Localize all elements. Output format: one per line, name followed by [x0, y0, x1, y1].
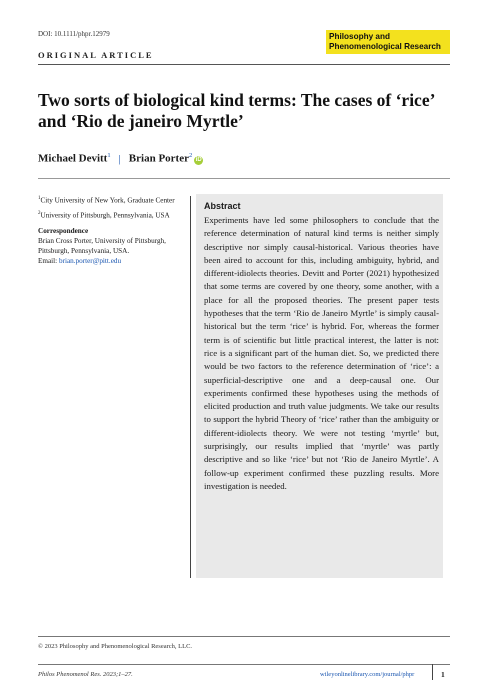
author-rule [38, 178, 450, 179]
footer-divider [432, 664, 433, 680]
header-rule [38, 64, 450, 65]
author-name[interactable]: Brian Porter [128, 152, 189, 165]
author-separator: | [118, 152, 121, 165]
affiliation-ref[interactable]: 2 [188, 152, 193, 159]
journal-name-line1: Philosophy and [329, 32, 390, 41]
affiliation: $^1$City University of New York, Graduate Center [38, 196, 175, 205]
author-list [38, 152, 203, 165]
abstract-heading: Abstract [204, 201, 241, 211]
citation: Philos Phenomenol Res. 2023;1–27. [38, 671, 133, 678]
correspondence-text: Brian Cross Porter, University of Pittsburgh, Pittsburgh, Pennsylvania, USA. [38, 237, 166, 255]
email-link[interactable]: brian.porter@pitt.edu [58, 256, 122, 265]
correspondence-heading: Correspondence [38, 227, 89, 236]
doi: DOI: 10.1111/phpr.12979 [38, 30, 110, 38]
footer-rule [38, 664, 450, 665]
paper-title: Two sorts of biological kind terms: The cases of ‘rice’ and ‘Rio de janeiro Myrtle’ [38, 90, 435, 131]
article-type: ORIGINAL ARTICLE [38, 50, 154, 60]
orcid-icon[interactable]: iD [195, 156, 202, 163]
copyright: © 2023 Philosophy and Phenomenological Research, LLC. [38, 643, 193, 650]
footer-rule [38, 636, 450, 637]
column-divider [190, 196, 191, 578]
author-name[interactable]: Michael Devitt [38, 152, 108, 165]
affiliation-ref[interactable]: 1 [107, 152, 111, 159]
journal-name-line2: Phenomenological Research [329, 42, 441, 51]
abstract-text: Experiments have led some philosophers to conclude that the reference determination of natural kind terms is neither simply descriptive nor simply causal-historical. Various theories have been aired to account for this, including ambiguity, hybrid, and different-idiolects theories. Devitt and Porter (2021) hypothesized that some terms are covered by one theory, some another, with a place for all the proposed theories. The present paper tests hypotheses that the term ‘Rio de Janeiro Myrtle’ is simply causal-historical but the term ‘rice’ is hybrid. For, whereas the former term is of scientific but little practical interest, the latter is not: rice is a significant part of the human diet. So, we predicted there would be two factors to the reference determination of ‘rice’: a superficial-descriptive one and a deep-causal one. Our experiments confirmed these hypotheses using the methods of elicited production and truth value judgments. We take our results to support the hybrid Theory of ‘rice’ rather than the ambiguity or different-idiolects theory. We were not testing ‘myrtle’ but, surprisingly, our results implied that ‘myrtle’ was partly descriptive and so like ‘rice’ but not ‘Rio de Janeiro Myrtle’. A follow-up experiment confirmed these puzzling results. More investigation is needed. [204, 215, 439, 491]
page-number: 1 [441, 670, 445, 679]
correspondence-email: Email: brian.porter@pitt.edu [38, 256, 122, 265]
journal-url-link[interactable]: wileyonlinelibrary.com/journal/phpr [320, 671, 415, 678]
affiliation: $^2$University of Pittsburgh, Pennsylvania, USA [38, 211, 170, 220]
journal-badge [326, 30, 450, 54]
affiliations-column [38, 194, 184, 267]
